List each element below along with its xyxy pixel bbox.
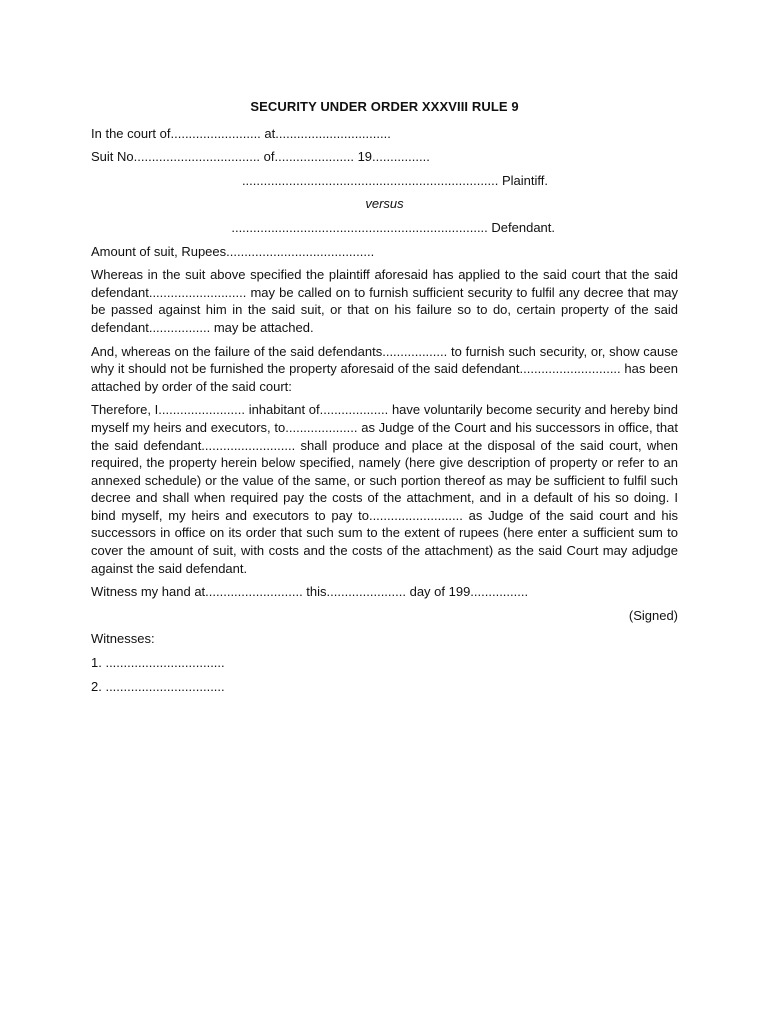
plaintiff-line: ....................................................................... Plaintiff.: [241, 172, 548, 188]
paragraph-whereas: Whereas in the suit above specified the plaintiff aforesaid has applied to the said court that the said defendant........................... may be called on to furnish sufficient security to fulfil any decree that may be passed against him in the said suit, or that on his failure so to do, certain property of the said defendant................. may be attached.: [91, 267, 678, 335]
witness-entry-2: 2. .................................: [91, 678, 225, 694]
defendant-line: ....................................................................... Defendant.: [231, 219, 555, 235]
witness-hand-line: Witness my hand at........................... this...................... day of 199................: [91, 584, 529, 600]
suit-line: Suit No................................... of...................... 19................: [91, 149, 430, 165]
document-page: [91, 98, 678, 701]
amount-line: Amount of suit, Rupees.........................................: [91, 243, 375, 259]
court-line: In the court of......................... at................................: [91, 125, 391, 141]
document-title: SECURITY UNDER ORDER XXXVIII RULE 9: [250, 99, 519, 114]
witnesses-heading: Witnesses:: [91, 631, 155, 647]
versus-text: versus: [365, 196, 404, 212]
paragraph-and-whereas: And, whereas on the failure of the said defendants.................. to furnish such security, or, show cause why it should not be furnished the property aforesaid of the said defendant............................ has been attached by order of the said court:: [91, 343, 678, 394]
signed-label: (Signed): [628, 607, 678, 623]
paragraph-therefore: Therefore, I........................ inhabitant of................... have voluntarily become security and hereby bind myself my heirs and executors, to.................... as Judge of the Court and his successors in office, that the said defendant.......................... shall produce and place at the disposal of the said court, when required, the property herein below specified, namely (here give description of property or refer to an annexed schedule) or the value of the same, or such portion thereof as may be sufficient to fulfil such decree and shall when required pay the costs of the attachment, and in a default of his so doing. I bind myself, my heirs and executors to pay to.......................... as Judge of the said court and his successors in office on its order that such sum to the extent of rupees (here enter a sufficient sum to cover the amount of suit, with costs and the costs of the attachment) as the said Court may adjudge against the said defendant.: [91, 402, 678, 576]
witness-entry-1: 1. .................................: [91, 655, 225, 671]
